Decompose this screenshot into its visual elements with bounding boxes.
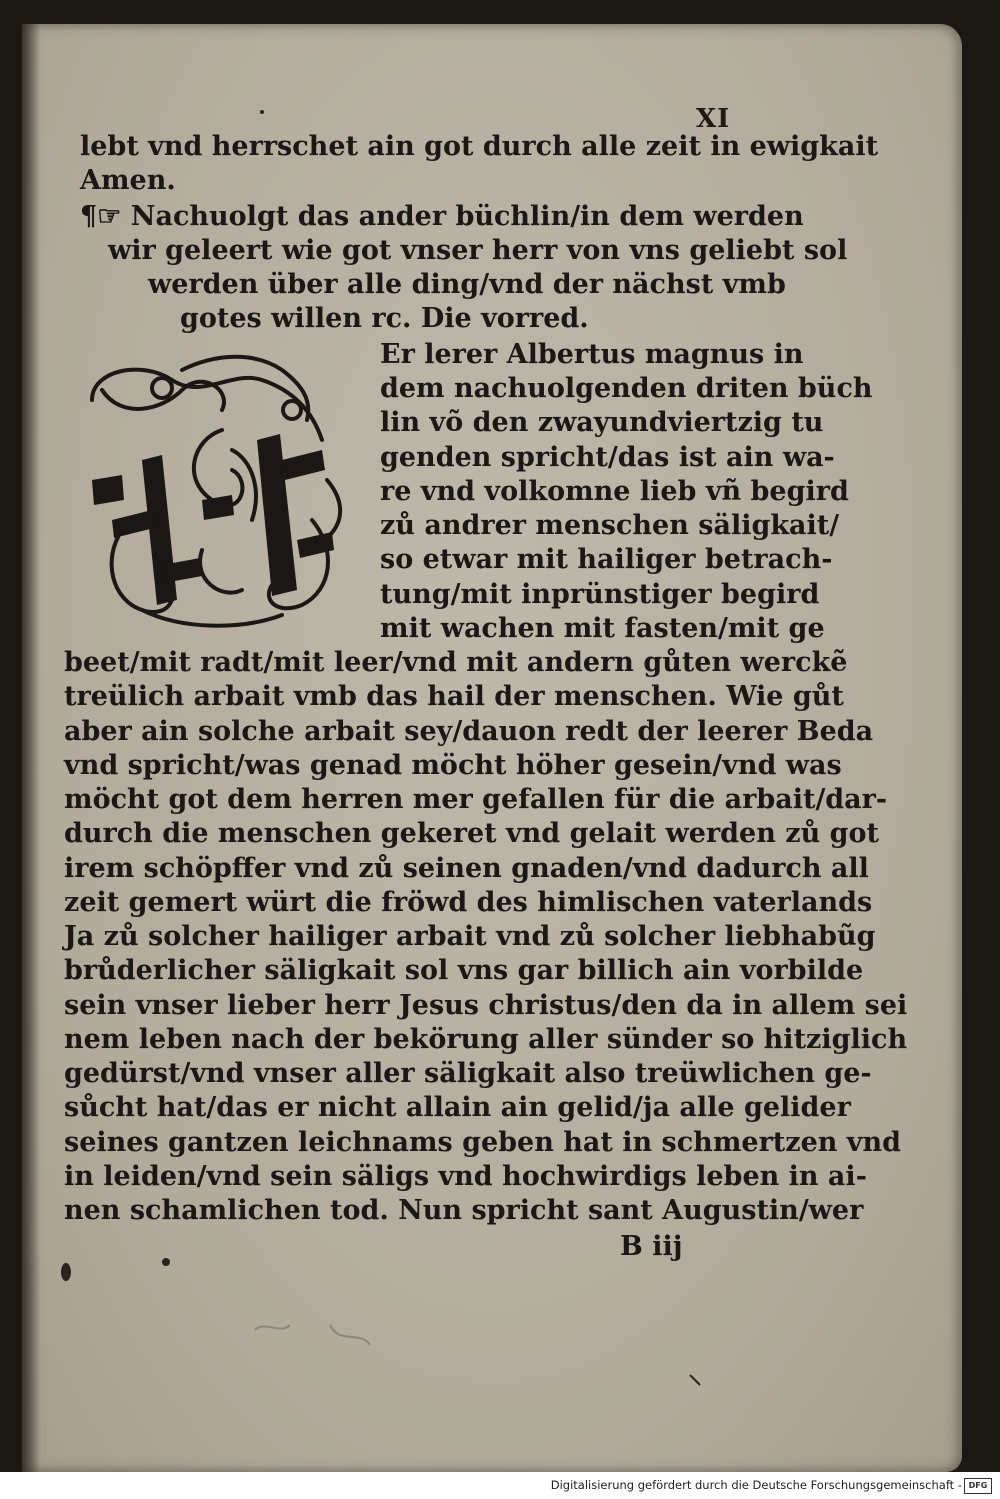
text-line: brůderlicher säligkait sol vns gar billich ain vorbilde (64, 955, 864, 986)
text-line: nem leben nach der bekörung aller sünder so hitziglich (64, 1024, 908, 1055)
text-line: werden über alle ding/vnd der nächst vmb (148, 269, 786, 300)
footer-bar (0, 1472, 1000, 1499)
page-gutter-shadow (22, 24, 40, 1472)
text-line: sůcht hat/das er nicht allain ain gelid/ja alle gelider (64, 1092, 851, 1123)
text-line: Ja zů solcher hailiger arbait vnd zů solcher liebhabũg (64, 921, 876, 952)
text-line: irem schöpffer vnd zů seinen gnaden/vnd dadurch all (64, 853, 869, 884)
text-line: so etwar mit hailiger betrach- (380, 544, 833, 575)
text-line: lebt vnd herrschet ain got durch alle zeit in ewigkait (80, 131, 879, 162)
text-line: nen schamlichen tod. Nun spricht sant Augustin/wer (64, 1195, 864, 1226)
decorated-initial-D-icon (82, 350, 352, 640)
text-line: genden spricht/das ist ain wa- (380, 442, 835, 473)
text-line: mit wachen mit fasten/mit ge (380, 613, 825, 644)
text-line: treülich arbait vmb das hail der menschen. Wie gůt (64, 681, 844, 712)
text-line: dem nachuolgenden driten büch (380, 373, 873, 404)
text-line: seines gantzen leichnams geben hat in schmertzen vnd (64, 1127, 901, 1158)
text-line: durch die menschen gekeret vnd gelait werden zů got (64, 818, 879, 849)
dfg-logo: DFG (964, 1478, 992, 1494)
text-line: gedürst/vnd vnser aller säligkait also treüwlichen ge- (64, 1058, 872, 1089)
text-line: aber ain solche arbait sey/dauon redt der leerer Beda (64, 716, 874, 747)
signature-mark: B iij (620, 1231, 683, 1262)
text-line: wir geleert wie got vnser herr von vns geliebt sol (108, 235, 848, 266)
text-line: lin võ den zwayundviertzig tu (380, 407, 824, 438)
text-line: beet/mit radt/mit leer/vnd mit andern gůten werckẽ (64, 647, 848, 678)
text-line: Amen. (80, 165, 176, 196)
text-line: sein vnser lieber herr Jesus christus/den da in allem sei (64, 990, 908, 1021)
text-line: vnd spricht/was genad möcht höher gesein/vnd was (64, 750, 842, 781)
folio-number: XI (696, 104, 731, 134)
text-line: möcht got dem herren mer gefallen für die arbait/dar- (64, 784, 888, 815)
text-line: Er lerer Albertus magnus in (380, 339, 804, 370)
text-line: zeit gemert würt die fröwd des himlischen vaterlands (64, 887, 873, 918)
text-line: re vnd volkomne lieb vñ begird (380, 476, 849, 507)
pilcrow-hand-icon: ¶☞ (80, 201, 131, 232)
footer-credit: Digitalisierung gefördert durch die Deutsche Forschungsgemeinschaft - (550, 1478, 962, 1492)
text-line: ¶☞ Nachuolgt das ander büchlin/in dem werden (80, 201, 804, 232)
text-line: tung/mit inprünstiger begird (380, 579, 820, 610)
text-line: gotes willen rc. Die vorred. (180, 303, 589, 334)
text-line: in leiden/vnd sein säligs vnd hochwirdigs leben in ai- (64, 1161, 867, 1192)
text-line: zů andrer menschen säligkait/ (380, 510, 840, 541)
